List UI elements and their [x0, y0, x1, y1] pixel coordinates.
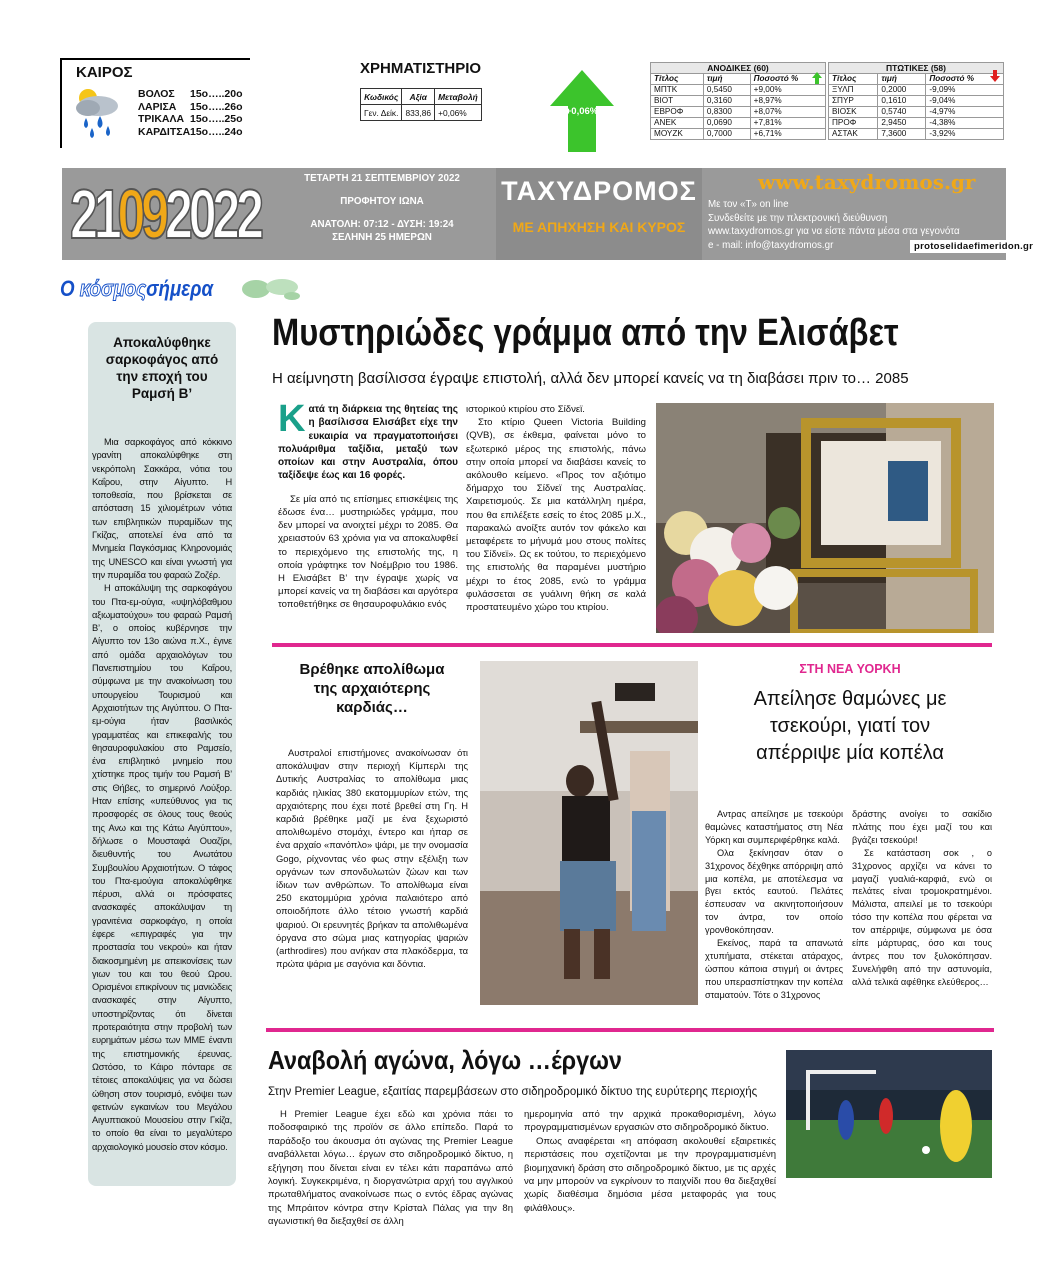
weather-box — [60, 58, 250, 148]
gainers-title: ΑΝΟΔΙΚΕΣ (60) — [650, 62, 826, 73]
paper-logo — [496, 168, 702, 260]
table-row: ΑΝΕΚ 0,0690 +7,81% — [651, 118, 826, 129]
masthead-dateinfo: ΤΕΤΑΡΤΗ 21 ΣΕΠΤΕΜΒΡΙΟΥ 2022 ΠΡΟΦΗΤΟΥ ΙΩΝΑ ΑΝΑΤΟΛΗ: 07:12 - ΔΥΣΗ: 19:24 ΣΕΛΗΝΗ 25 ΗΜΕΡΩΝ — [304, 173, 460, 243]
heart-body: Αυστραλοί επιστήμονες ανακοίνωσαν ότι αποκάλυψαν στην περιοχή Κίμπερλι της Δυτικής Αυστραλίας το απολίθωμα μιας καρδιάς ηλικίας 380 εκατομμυρίων ετών, της αρχαιότερης που έχει ποτέ βρεθεί στη Γη. Η καρδιά βρέθηκε μαζί με ένα ξεχωριστό απολιθωμένο στομάχι, έντερο και ήπαρ σε ένα αρχαίο «πανόπλο» ψάρι, με την ονομασία Gogo, ρίχνοντας νέο φως στην εξέλιξη των οργάνων των σπονδυλωτών ζώων και των ίδιων των ανθρώπων. Το απολίθωμα είναι 250 εκατομμύρια χρόνια παλαιότερο από οποιοδήποτε άλλο τέτοιο γνωστή καρδιά ψαριού. Οι ερευνητές βρήκαν τα απολιθωμένα όργανα στο σώμα μιας κατηγορίας ψαριών (arthrodires) που ανήκαν στα πλακόδερμα, τα πρώτα ψάρια με σαγόνια και δόντια. — [276, 747, 468, 970]
table-row: ΒΙΟΣΚ 0,5740 -4,97% — [829, 107, 1004, 118]
weather-row: ΚΑΡΔΙΤΣΑ15ο…..24ο — [138, 125, 243, 138]
football-photo — [786, 1050, 992, 1178]
drop-cap: Κ — [278, 398, 306, 440]
losers-title: ΠΤΩΤΙΚΕΣ (58) — [828, 62, 1004, 73]
exchange-table: Κωδικός Αξία Μεταβολή Γεν. Δείκ. 833,86 +0,06% — [360, 88, 482, 121]
ny-title: Απείλησε θαμώνες με τσεκούρι, γιατί τον απέρριψε μία κοπέλα — [753, 688, 947, 764]
football-col-2: ημερομηνία από την αρχικά προκαθορισμένη, λόγω προγραμματισμένων εργασιών στο σιδηροδρομικό δίκτυο. Οπως αναφέρεται «η απόφαση ακολουθεί εξαιρετικές περιστάσεις που σχετίζονται με την προγραμματισμένη βιομηχανική δράση στο σιδηροδρομικό δίκτυο, με τις αρχές να μην μπορούν να εγκρίνουν το παιχνίδι που θα διεξαχθεί χωρίς διαθέσιμα δημόσια μέσα μεταφοράς για τους φιλάθλους». — [524, 1109, 776, 1214]
table-row: ΑΣΤΑΚ 7,3600 -3,92% — [829, 129, 1004, 140]
table-row: ΣΠΥΡ 0,1610 -9,04% — [829, 96, 1004, 107]
paper-slogan: ΜΕ ΑΠΗΧΗΣΗ ΚΑΙ ΚΥΡΟΣ — [512, 219, 686, 235]
ny-col-1: Αντρας απείλησε με τσεκούρι θαμώνες καταστήματος στη Νέα Υόρκη και συμπεριφέρθηκε καλά. Ολα ξεκίνησαν όταν ο 31χρονος δέχθηκε απόρριψη από μια κοπέλα, με αποτέλεσμα να βγει εκτός εαυτού. Πελάτες έσπευσαν να ακινητοποιήσουν τον άντρα, τον οποίο γρονθοκόπησαν. Εκείνος, παρά τα απανωτά χτυπήματα, στέκεται ατάραχος, ώσπου κάποια στιγμή οι άντρες που υπερασπίστηκαν την κοπέλα σταματούν. Τότε ο 31χρονος — [705, 809, 843, 1000]
table-row: ΠΡΟΦ 2,9450 -4,38% — [829, 118, 1004, 129]
main-col-1: Κατά τη διάρκεια της θητείας της η βασίλισσα Ελισάβετ είχε την ευκαιρία να πραγματοποιήσει πολυάριθμα ταξίδια, μεταξύ των οποίων και στην Αυστραλία, όπου ταξίδεψε έως και 16 φορές. Σε μία από τις επίσημες επισκέψεις της έδωσε ένα… μυστηριώδες γράμμα, που δεν μπορεί να ανοιχτεί μέχρι το 2085. Θα χρειαστούν 63 χρόνια για να αποκαλυφθεί το περιεχόμενο της επιστολής της, η οποία γράφτηκε τον Νοέμβριο του 1986. Η Ελισάβετ Β’ την έγραψε χωρίς να μπορεί κανείς να τη διαβάσει και αργότερα τοποθετήθηκε σε θησαυροφυλάκιο ενός — [278, 398, 458, 611]
weather-row: ΛΑΡΙΣΑ 15ο…..26ο — [138, 100, 243, 113]
main-headline: Μυστηριώδες γράμμα από την Ελισάβετ — [272, 312, 899, 354]
table-row: ΒΙΟΤ 0,3160 +8,97% — [651, 96, 826, 107]
football-col-1: Η Premier League έχει εδώ και χρόνια πάει το ποδοσφαιρικό της προϊόν σε άλλο επίπεδο. Παρά το παράδοξο του άκουσμα ότι αγώνας της Premier League αναβάλλεται λόγω… έργων στο σιδηροδρομικό δίκτυο, η εξήγηση που δίνεται είναι εν τέλει κάτι παραπάνω από λογική. Συγκεκριμένα, η διοργανώτρια αρχή του αγγλικού πρωταθλήματος ανακοίνωσε πως ο εντός έδρας αγώνας της Μπράιτον κόντρα στην Κρίσταλ Πάλας για την 8η αγωνιστική θα διεξαχθεί σε άλλη — [268, 1109, 513, 1228]
weather-row: ΤΡΙΚΑΛΑ 15ο…..25ο — [138, 113, 243, 125]
ny-kicker: ΣΤΗ ΝΕΑ ΥΟΡΚΗ — [799, 662, 901, 676]
masthead-date: 21092022 — [70, 175, 260, 253]
watermark: protoselidaefimeridon.gr — [910, 240, 1037, 253]
rain-cloud-icon — [68, 86, 128, 144]
weather-cities — [138, 88, 243, 138]
queen-tribute-photo — [656, 403, 994, 633]
losers-table: Τίτλος τιμή Ποσοστό % ΞΥΛΠ 0,2000 -9,09% ΣΠΥΡ 0,1610 -9,04% ΒΙΟΣΚ 0,5740 -4,97% ΠΡΟΦ 2,9450 -4,38% ΑΣΤΑΚ 7,3600 -3,92% — [828, 73, 1004, 140]
online-info: Με τον «Τ» on line Συνδεθείτε με την πλεκτρονική διεύθυνση www.taxydromos.gr για να είστε πάντα μέσα στα γεγονότα e - mail: info@taxydromos.gr — [708, 199, 960, 251]
heart-title: Βρέθηκε απολίθωμα της αρχαιότερης καρδιάς… — [299, 661, 445, 716]
ny-col-2: δράστης ανοίγει το σακίδιο πλάτης που έχει μαζί του και βγάζει τσεκούρι! Σε κατάσταση σοκ , ο 31χρονος αρχίζει να κάνει το μαγαζί γυαλιά-καρφιά, ενώ οι πελάτες είναι τρομοκρατημένοι. Μάλιστα, απειλεί με το τσεκούρι τόσο την κοπέλα που φέρεται να τον απέρριψε, σύμφωνα με όσα είπε μάρτυρας, όσο και τους άντρες που τον ξυλοκόπησαν. Συνελήφθη από την αστυνομία, αλλά τελικά αφέθηκε ελεύθερος… — [852, 809, 992, 987]
main-lead: Κατά τη διάρκεια της θητείας της η βασίλισσα Ελισάβετ είχε την ευκαιρία να πραγματοποιήσει πολυάριθμα ταξίδια, μεταξύ των οποίων και στην Αυστραλία, όπου ταξίδεψε έως και 16 φορές. — [278, 398, 458, 482]
weather-row: ΒΟΛΟΣ 15ο…..20ο — [138, 88, 243, 100]
football-subtitle: Στην Premier League, εξαιτίας παρεμβάσεων στο σιδηροδρομικό δίκτυο της ευρύτερης περιοχής — [268, 1086, 758, 1098]
table-row: ΜΠΤΚ 0,5450 +9,00% — [651, 85, 826, 96]
website-link[interactable]: www.taxydromos.gr — [758, 170, 976, 194]
losers-table-wrap — [828, 62, 1004, 140]
divider-line — [272, 643, 992, 647]
paper-name: ΤΑΧΥΔΡΟΜΟΣ — [501, 176, 697, 206]
table-row: ΕΒΡΟΦ 0,8300 +8,07% — [651, 107, 826, 118]
main-subtitle: Η αείμνηστη βασίλισσα έγραψε επιστολή, αλλά δεν μπορεί κανείς να τη διαβάσει πριν το… 2085 — [272, 370, 909, 387]
weather-title: ΚΑΙΡΟΣ — [76, 64, 133, 81]
sidebar-body: Μια σαρκοφάγος από κόκκινο γρανίτη αποκαλύφθηκε στη νεκρόπολη Σακκάρα, νότια του Καΐρου, στην Αίγυπτο. Η τοποθεσία, που βρίσκεται σε απόσταση 15 χιλιομέτρων νότια των επιβλητικών πυραμίδων της Γκίζας, αποτελεί ένα από τα Μνημεία Παγκόσμιας Κληρονομιάς της UNESCO και είναι γνωστή για την πυραμίδα του φαραώ Ζοζέρ. Η αποκάλυψη της σαρκοφάγου του Πτα-εμ-ούγια, «υψηλόβαθμου αξιωματούχου» του φαραώ Ραμσή Β’, ο οποίος κυβέρνησε την Αίγυπτο τον 13ο αιώνα π.Χ., έγινε από ομάδα αρχαιολόγων του Πανεπιστημίου του Καΐρου, σύμφωνα με την ανακοίνωση του υπουργείου Τουρισμού και Αρχαιοτήτων της Αιγύπτου. Ο Πτα-εμ-ούγια ήταν βασιλικός γραμματέας και επικεφαλής του θησαυροφυλακίου στο Ραμσείο, ένα επιβλητικό μνημείο που χτίστηκε προς τιμήν του Ραμσή Β’ στις Θήβες, το σημερινό Λούξορ. Ηταν επίσης «υπεύθυνος για τις προσφορές σε όλους τους θεούς της Ανω και της Κάτω Αιγύπτου», δήλωσε ο Μουσταφά Ουαζίρι, διευθυντής του Ανωτάτου Συμβουλίου Αρχαιοτήτων. Ο τάφος του Πτα-εμούγια αποκαλύφθηκε πέρυσι, αλλά οι πρόσφατες ανασκαφές αποκάλυψαν τη γρανιτένια σαρκοφάγο, η οποία έφερε «επιγραφές για την προστασία του νεκρού» και ήταν διακοσμημένη με απεικονίσεις των γιων του και του θεού Ωρου. Ορισμένοι επικρίνουν τις μανιώδεις ανασκαφές στην Αίγυπτο, υποστηρίζοντας ότι δίνεται προτεραιότητα στην προβολή των ευρημάτων μέσω των ΜΜΕ έναντι της επιστημονικής έρευνας. Ωστόσο, το Κάιρο πόνταρε σε τέτοιες αποκαλύψεις για να δώσει ώθηση στον τουρισμό, ενόψει των φετινών εγκαινίων του Μεγάλου Αιγυπτιακού Μουσείου στην Γκίζα, το οποίο θα είναι το μεγαλύτερο αρχαιολογικό μουσείο στον κόσμο. — [92, 437, 232, 1152]
table-row: ΞΥΛΠ 0,2000 -9,09% — [829, 85, 1004, 96]
main-col-2: ιστορικού κτιρίου στο Σίδνεϊ. Στο κτίριο Queen Victoria Building (QVB), σε έκθεμα, φαίνεται μόνο το εξωτερικό μέρος της επιστολής, πάνω στην οποία μπορεί να διαβάσει κανείς το ακόλουθο κείμενο. «Προς τον αξιότιμο δήμαρχο του Σίδνεϊ της Αυστραλίας. Χαιρετισμούς. Σε μια κατάλληλη ημέρα, που θα επιλέξετε εσείς το έτος 2085 μ.Χ., παρακαλώ ανοίξτε αυτόν τον φάκελο και μεταφέρετε το μήνυμά μου στους πολίτες του Σίδνεϊ». Ως εκ τούτου, το περιεχόμενο της επιστολής θα παραμένει μυστήριο μέχρι το έτος 2085, ενώ το γράμμα φυλάσσεται σε γυάλινη θήκη σε καλά προστατευμένο χώρο του κτιρίου. — [466, 404, 646, 614]
gainers-table-wrap — [650, 62, 826, 140]
divider-line — [266, 1028, 994, 1032]
index-change-label: +0,06% — [565, 106, 599, 117]
football-headline: Αναβολή αγώνα, λόγω …έργων — [268, 1045, 622, 1075]
sidebar-title: Αποκαλύφθηκε σαρκοφάγος από την εποχή του Ραμσή Β’ — [105, 335, 219, 401]
table-row: ΜΟΥΖΚ 0,7000 +6,71% — [651, 129, 826, 140]
gainers-table: Τίτλος τιμή Ποσοστό % ΜΠΤΚ 0,5450 +9,00% ΒΙΟΤ 0,3160 +8,97% ΕΒΡΟΦ 0,8300 +8,07% ΑΝΕΚ 0,0690 +7,81% ΜΟΥΖΚ 0,7000 +6,71% — [650, 73, 826, 140]
exchange-title: ΧΡΗΜΑΤΙΣΤΗΡΙΟ — [360, 60, 482, 77]
green-up-arrow-icon — [812, 72, 822, 84]
red-down-arrow-icon — [990, 70, 1000, 82]
world-map-icon — [236, 276, 306, 302]
axe-man-photo — [480, 661, 698, 1005]
section-label: Ο κόσμοςσήμερα — [60, 276, 214, 301]
